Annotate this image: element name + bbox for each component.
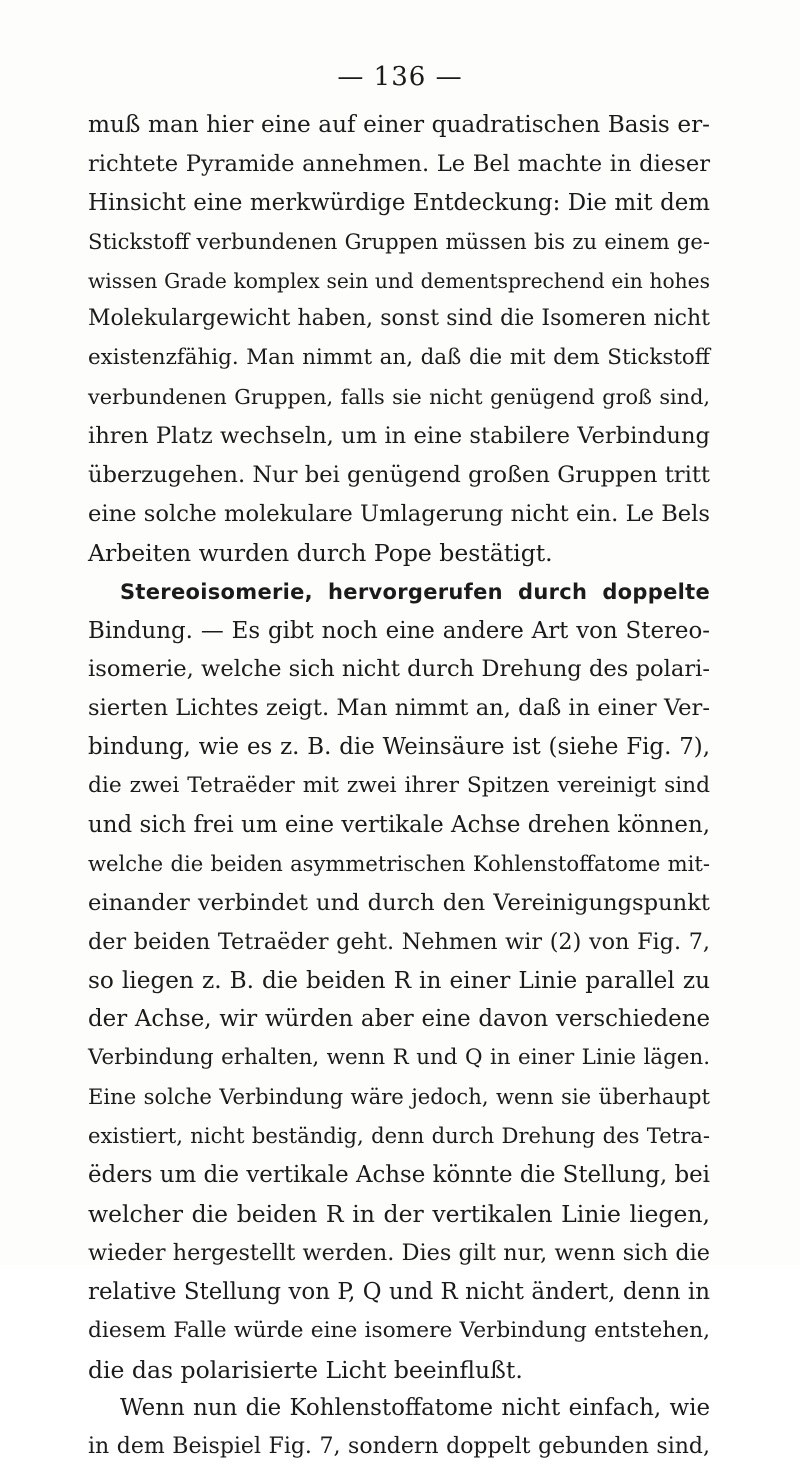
text-line: die das polarisierte Licht beeinflußt.	[88, 1355, 523, 1384]
text-line: in dem Beispiel Fig. 7, sondern doppelt gebunden sind,	[88, 1434, 710, 1460]
text-line: wieder hergestellt werden. Dies gilt nur, wenn sich die	[88, 1239, 710, 1266]
text-line: Eine solche Verbindung wäre jedoch, wenn sie überhaupt	[88, 1084, 710, 1110]
text-line: Arbeiten wurden durch Pope bestätigt.	[88, 538, 553, 567]
text-line: die zwei Tetraëder mit zwei ihrer Spitzen vereinigt sind	[88, 773, 710, 799]
page-number: — 136 —	[337, 62, 463, 92]
text-line: verbundenen Gruppen, falls sie nicht genügend groß sind,	[88, 385, 710, 410]
text-line: der beiden Tetraëder geht. Nehmen wir (2) von Fig. 7,	[88, 928, 710, 955]
text-line: Verbindung erhalten, wenn R und Q in einer Linie lägen.	[88, 1045, 710, 1071]
text-line: ihren Platz wechseln, um in eine stabilere Verbindung	[88, 423, 710, 450]
text-line: wissen Grade komplex sein und dementsprechend ein hohes	[88, 268, 710, 293]
text-line: und sich frei um eine vertikale Achse drehen können,	[88, 812, 710, 839]
text-line: der Achse, wir würden aber eine davon verschiedene	[88, 1006, 710, 1033]
text-line: so liegen z. B. die beiden R in einer Linie parallel zu	[88, 966, 710, 994]
text-line: richtete Pyramide annehmen. Le Bel machte in dieser	[88, 150, 710, 177]
text-line: muß man hier eine auf einer quadratischen Basis er-	[88, 111, 710, 138]
section-heading-line: Stereoisomerie, hervorgerufen durch doppelte	[120, 579, 710, 604]
text-line: bindung, wie es z. B. die Weinsäure ist (siehe Fig. 7),	[88, 734, 710, 761]
text-line: relative Stellung von P, Q und R nicht ändert, denn in	[88, 1278, 710, 1305]
text-line: diesem Falle würde eine isomere Verbindung entstehen,	[88, 1317, 710, 1343]
text-line: einander verbindet und durch den Vereinigungspunkt	[88, 889, 710, 916]
text-line: überzugehen. Nur bei genügend großen Gruppen tritt	[88, 462, 710, 489]
text-line: isomerie, welche sich nicht durch Drehung des polari-	[88, 656, 710, 683]
text-line: sierten Lichtes zeigt. Man nimmt an, daß in einer Ver-	[88, 695, 710, 722]
text-line: Hinsicht eine merkwürdige Entdeckung: Die mit dem	[88, 189, 710, 216]
text-line: welche die beiden asymmetrischen Kohlenstoffatome mit-	[88, 850, 710, 876]
text-line: eine solche molekulare Umlagerung nicht ein. Le Bels	[88, 500, 710, 527]
text-line: Molekulargewicht haben, sonst sind die Isomeren nicht	[88, 306, 710, 332]
body-text	[88, 106, 710, 1467]
text-line: Bindung. — Es gibt noch eine andere Art von Stereo-	[88, 617, 710, 644]
text-line: ëders um die vertikale Achse könnte die Stellung, bei	[88, 1162, 710, 1189]
text-line: Wenn nun die Kohlenstoffatome nicht einfach, wie	[120, 1395, 710, 1422]
text-line: existenzfähig. Man nimmt an, daß die mit dem Stickstoff	[88, 345, 710, 371]
text-line: existiert, nicht beständig, denn durch Drehung des Tetra-	[88, 1123, 710, 1149]
text-line: Stickstoff verbundenen Gruppen müssen bis zu einem ge-	[88, 228, 710, 254]
text-line: welcher die beiden R in der vertikalen Linie liegen,	[88, 1199, 710, 1228]
